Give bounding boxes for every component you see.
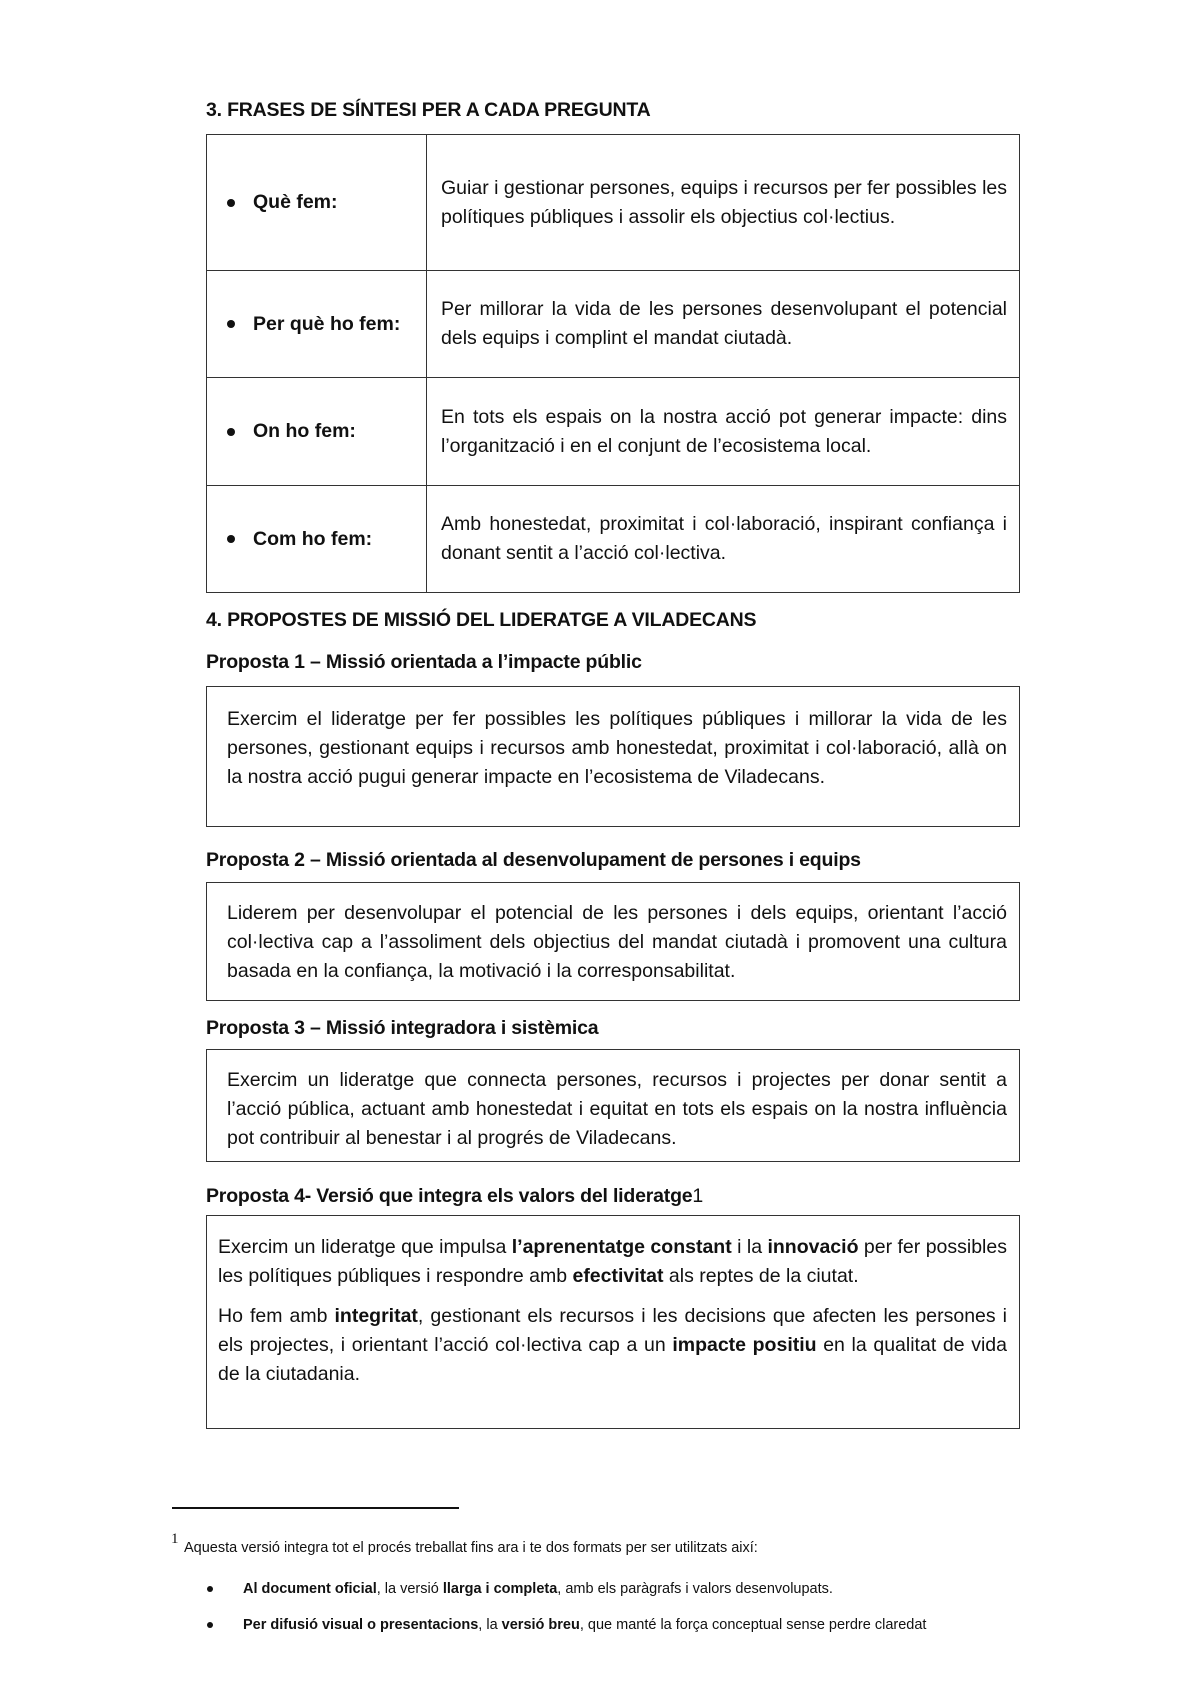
- value-highlight: efectivitat: [572, 1265, 664, 1287]
- proposal-4-paragraph-2: [218, 1302, 1007, 1389]
- table-row: [207, 135, 1020, 271]
- bullet-icon: [227, 199, 235, 207]
- proposal-3-box: [206, 1049, 1020, 1162]
- question-label: On ho fem:: [253, 420, 356, 442]
- text-run: , la versió: [376, 1581, 443, 1597]
- bullet-icon: [207, 1586, 213, 1592]
- text-run: , gestionant els recursos i les decisions que afecten les persones i els projectes, i orientant l’acció col·lectiva cap a un: [218, 1305, 1008, 1356]
- table-row: [207, 486, 1020, 593]
- text-bold: llarga i completa: [442, 1581, 558, 1597]
- footnote-list-item: [207, 1615, 926, 1635]
- table-row: [207, 378, 1020, 486]
- bullet-icon: [227, 428, 235, 436]
- proposal-4-box: [206, 1215, 1020, 1429]
- value-highlight: innovació: [767, 1236, 859, 1258]
- answer-cell: Per millorar la vida de les persones desenvolupant el potencial dels equips i complint el mandat ciutadà.: [427, 271, 1020, 378]
- question-cell: [207, 271, 427, 378]
- footnote-separator: [172, 1507, 459, 1509]
- proposal-1-box: [206, 686, 1020, 827]
- question-cell: [207, 135, 427, 271]
- section-4-heading: 4. PROPOSTES DE MISSIÓ DEL LIDERATGE A VILADECANS: [206, 609, 757, 631]
- text-run: Ho fem amb: [218, 1305, 335, 1327]
- text-run: , la: [478, 1617, 502, 1633]
- synthesis-table: [206, 134, 1020, 593]
- question-label: Què fem:: [253, 191, 338, 213]
- footnote-item-text: [243, 1615, 926, 1635]
- footnote-number: 1: [171, 1531, 179, 1547]
- proposal-3-title: Proposta 3 – Missió integradora i sistèmica: [206, 1017, 599, 1039]
- text-bold: Al document oficial: [243, 1581, 377, 1597]
- proposal-1-text: Exercim el lideratge per fer possibles les polítiques públiques i millorar la vida de les persones, gestionant equips i recursos amb honestedat, proximitat i col·laboració, allà on la nostra acció pugui generar impacte en l’ecosistema de Viladecans.: [227, 708, 1007, 788]
- question-cell: [207, 378, 427, 486]
- proposal-4-title-text: Proposta 4- Versió que integra els valors del lideratge: [206, 1185, 693, 1207]
- table-row: [207, 271, 1020, 378]
- bullet-icon: [207, 1622, 213, 1628]
- value-highlight: impacte positiu: [672, 1334, 817, 1356]
- text-run: Exercim un lideratge que impulsa: [218, 1236, 512, 1258]
- answer-cell: Guiar i gestionar persones, equips i recursos per fer possibles les polítiques públiques i assolir els objectius col·lectius.: [427, 135, 1020, 271]
- answer-cell: En tots els espais on la nostra acció pot generar impacte: dins l’organització i en el conjunt de l’ecosistema local.: [427, 378, 1020, 486]
- proposal-1-title: Proposta 1 – Missió orientada a l’impacte públic: [206, 651, 642, 673]
- section-3-heading: 3. FRASES DE SÍNTESI PER A CADA PREGUNTA: [206, 99, 651, 121]
- text-run: per fer possibles les polítiques públiques i respondre amb: [218, 1236, 1007, 1287]
- answer-cell: Amb honestedat, proximitat i col·laboració, inspirant confiança i donant sentit a l’acció col·lectiva.: [427, 486, 1020, 593]
- footnote-list-item: [207, 1579, 833, 1599]
- value-highlight: integritat: [334, 1305, 418, 1327]
- proposal-2-title: Proposta 2 – Missió orientada al desenvolupament de persones i equips: [206, 849, 861, 871]
- proposal-2-text: Liderem per desenvolupar el potencial de les persones i dels equips, orientant l’acció col·lectiva cap a l’assoliment dels objectius del mandat ciutadà i promovent una cultura basada en la confiança, la motivació i la corresponsabilitat.: [227, 902, 1007, 982]
- text-bold: Per difusió visual o presentacions: [243, 1617, 479, 1633]
- proposal-3-text: Exercim un lideratge que connecta persones, recursos i projectes per donar sentit a l’acció pública, actuant amb honestedat i equitat en tots els espais on la nostra influència pot contribuir al benestar i al progrés de Viladecans.: [227, 1069, 1007, 1149]
- footnote-item-text: [243, 1579, 833, 1599]
- proposal-4-paragraph-1: [218, 1233, 1007, 1291]
- proposal-2-box: [206, 882, 1020, 1001]
- proposal-4-title: [206, 1184, 703, 1208]
- footnote-text: Aquesta versió integra tot el procés treballat fins ara i te dos formats per ser utilitzats així:: [184, 1540, 758, 1556]
- text-bold: versió breu: [501, 1617, 580, 1633]
- text-run: i la: [731, 1236, 768, 1258]
- footnote-reference[interactable]: 1: [692, 1185, 704, 1207]
- question-cell: [207, 486, 427, 593]
- value-highlight: l’aprenentatge constant: [511, 1236, 732, 1258]
- question-label: Per què ho fem:: [253, 312, 401, 335]
- text-run: als reptes de la ciutat.: [663, 1265, 859, 1287]
- text-run: , que manté la força conceptual sense perdre claredat: [579, 1617, 927, 1633]
- bullet-icon: [227, 320, 235, 328]
- text-run: , amb els paràgrafs i valors desenvolupats.: [557, 1581, 833, 1597]
- question-label: Com ho fem:: [253, 527, 373, 550]
- bullet-icon: [227, 535, 235, 543]
- text-run: en la qualitat de vida de la ciutadania.: [218, 1334, 1007, 1385]
